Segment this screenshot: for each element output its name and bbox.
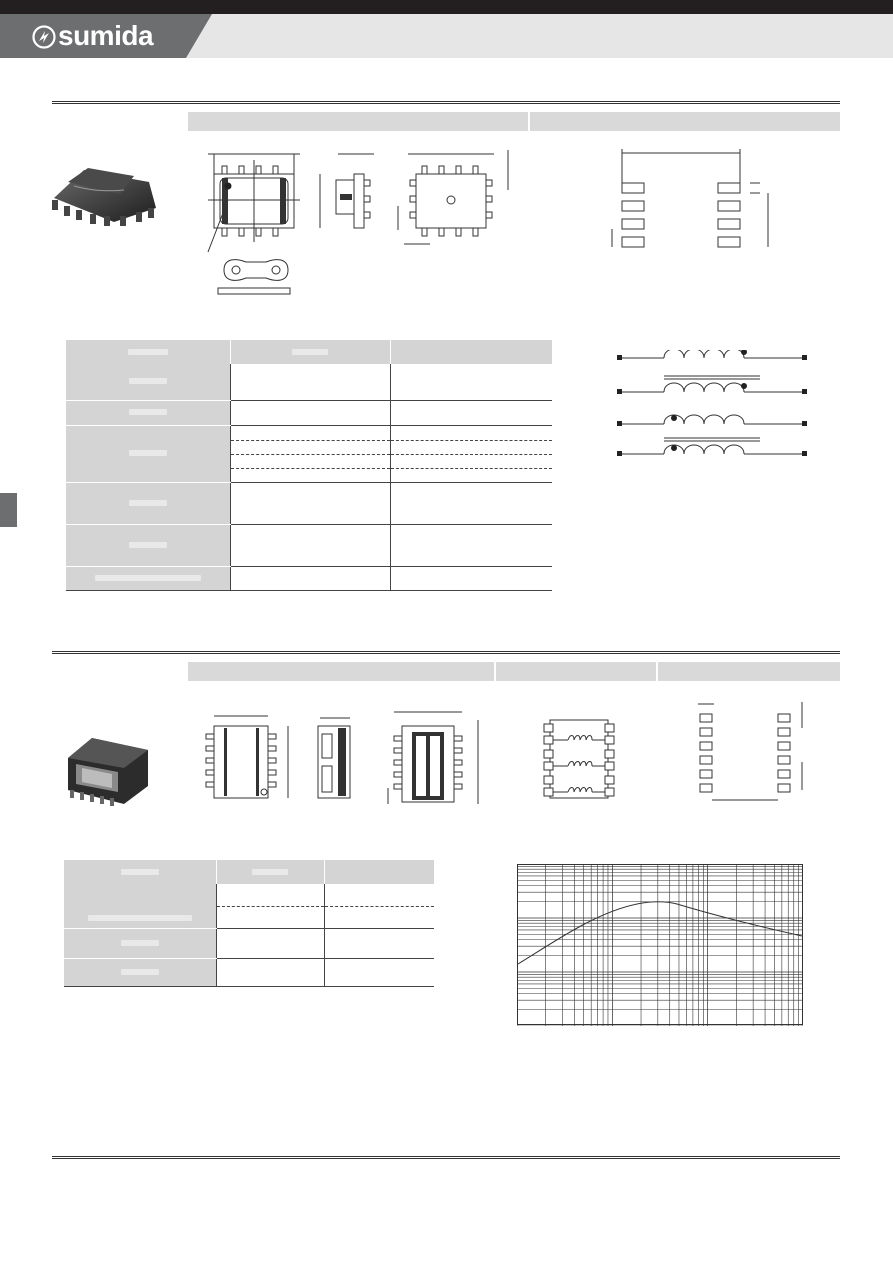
dimension-drawing-2 (198, 708, 498, 808)
schematic-2 (540, 716, 620, 802)
footer-rule (52, 1156, 840, 1159)
brand-logo-text: sumida (58, 20, 154, 51)
component-photo-2 (62, 732, 154, 810)
top-black-bar (0, 0, 893, 14)
section-2-rule (52, 651, 840, 654)
land-pattern-2 (686, 698, 810, 802)
section-1-header-band (188, 112, 840, 131)
characteristic-graph (517, 864, 803, 1026)
dimension-drawing-1 (190, 140, 520, 300)
section-1-rule (52, 101, 840, 104)
side-index-tab (0, 493, 17, 527)
spec-table-2 (64, 860, 434, 987)
schematic-1 (612, 350, 812, 462)
sumida-logo-icon (32, 25, 56, 49)
land-pattern-1 (600, 145, 780, 255)
spec-table-1 (66, 340, 552, 591)
component-photo-1 (44, 160, 164, 230)
section-2-header-band (188, 662, 840, 681)
